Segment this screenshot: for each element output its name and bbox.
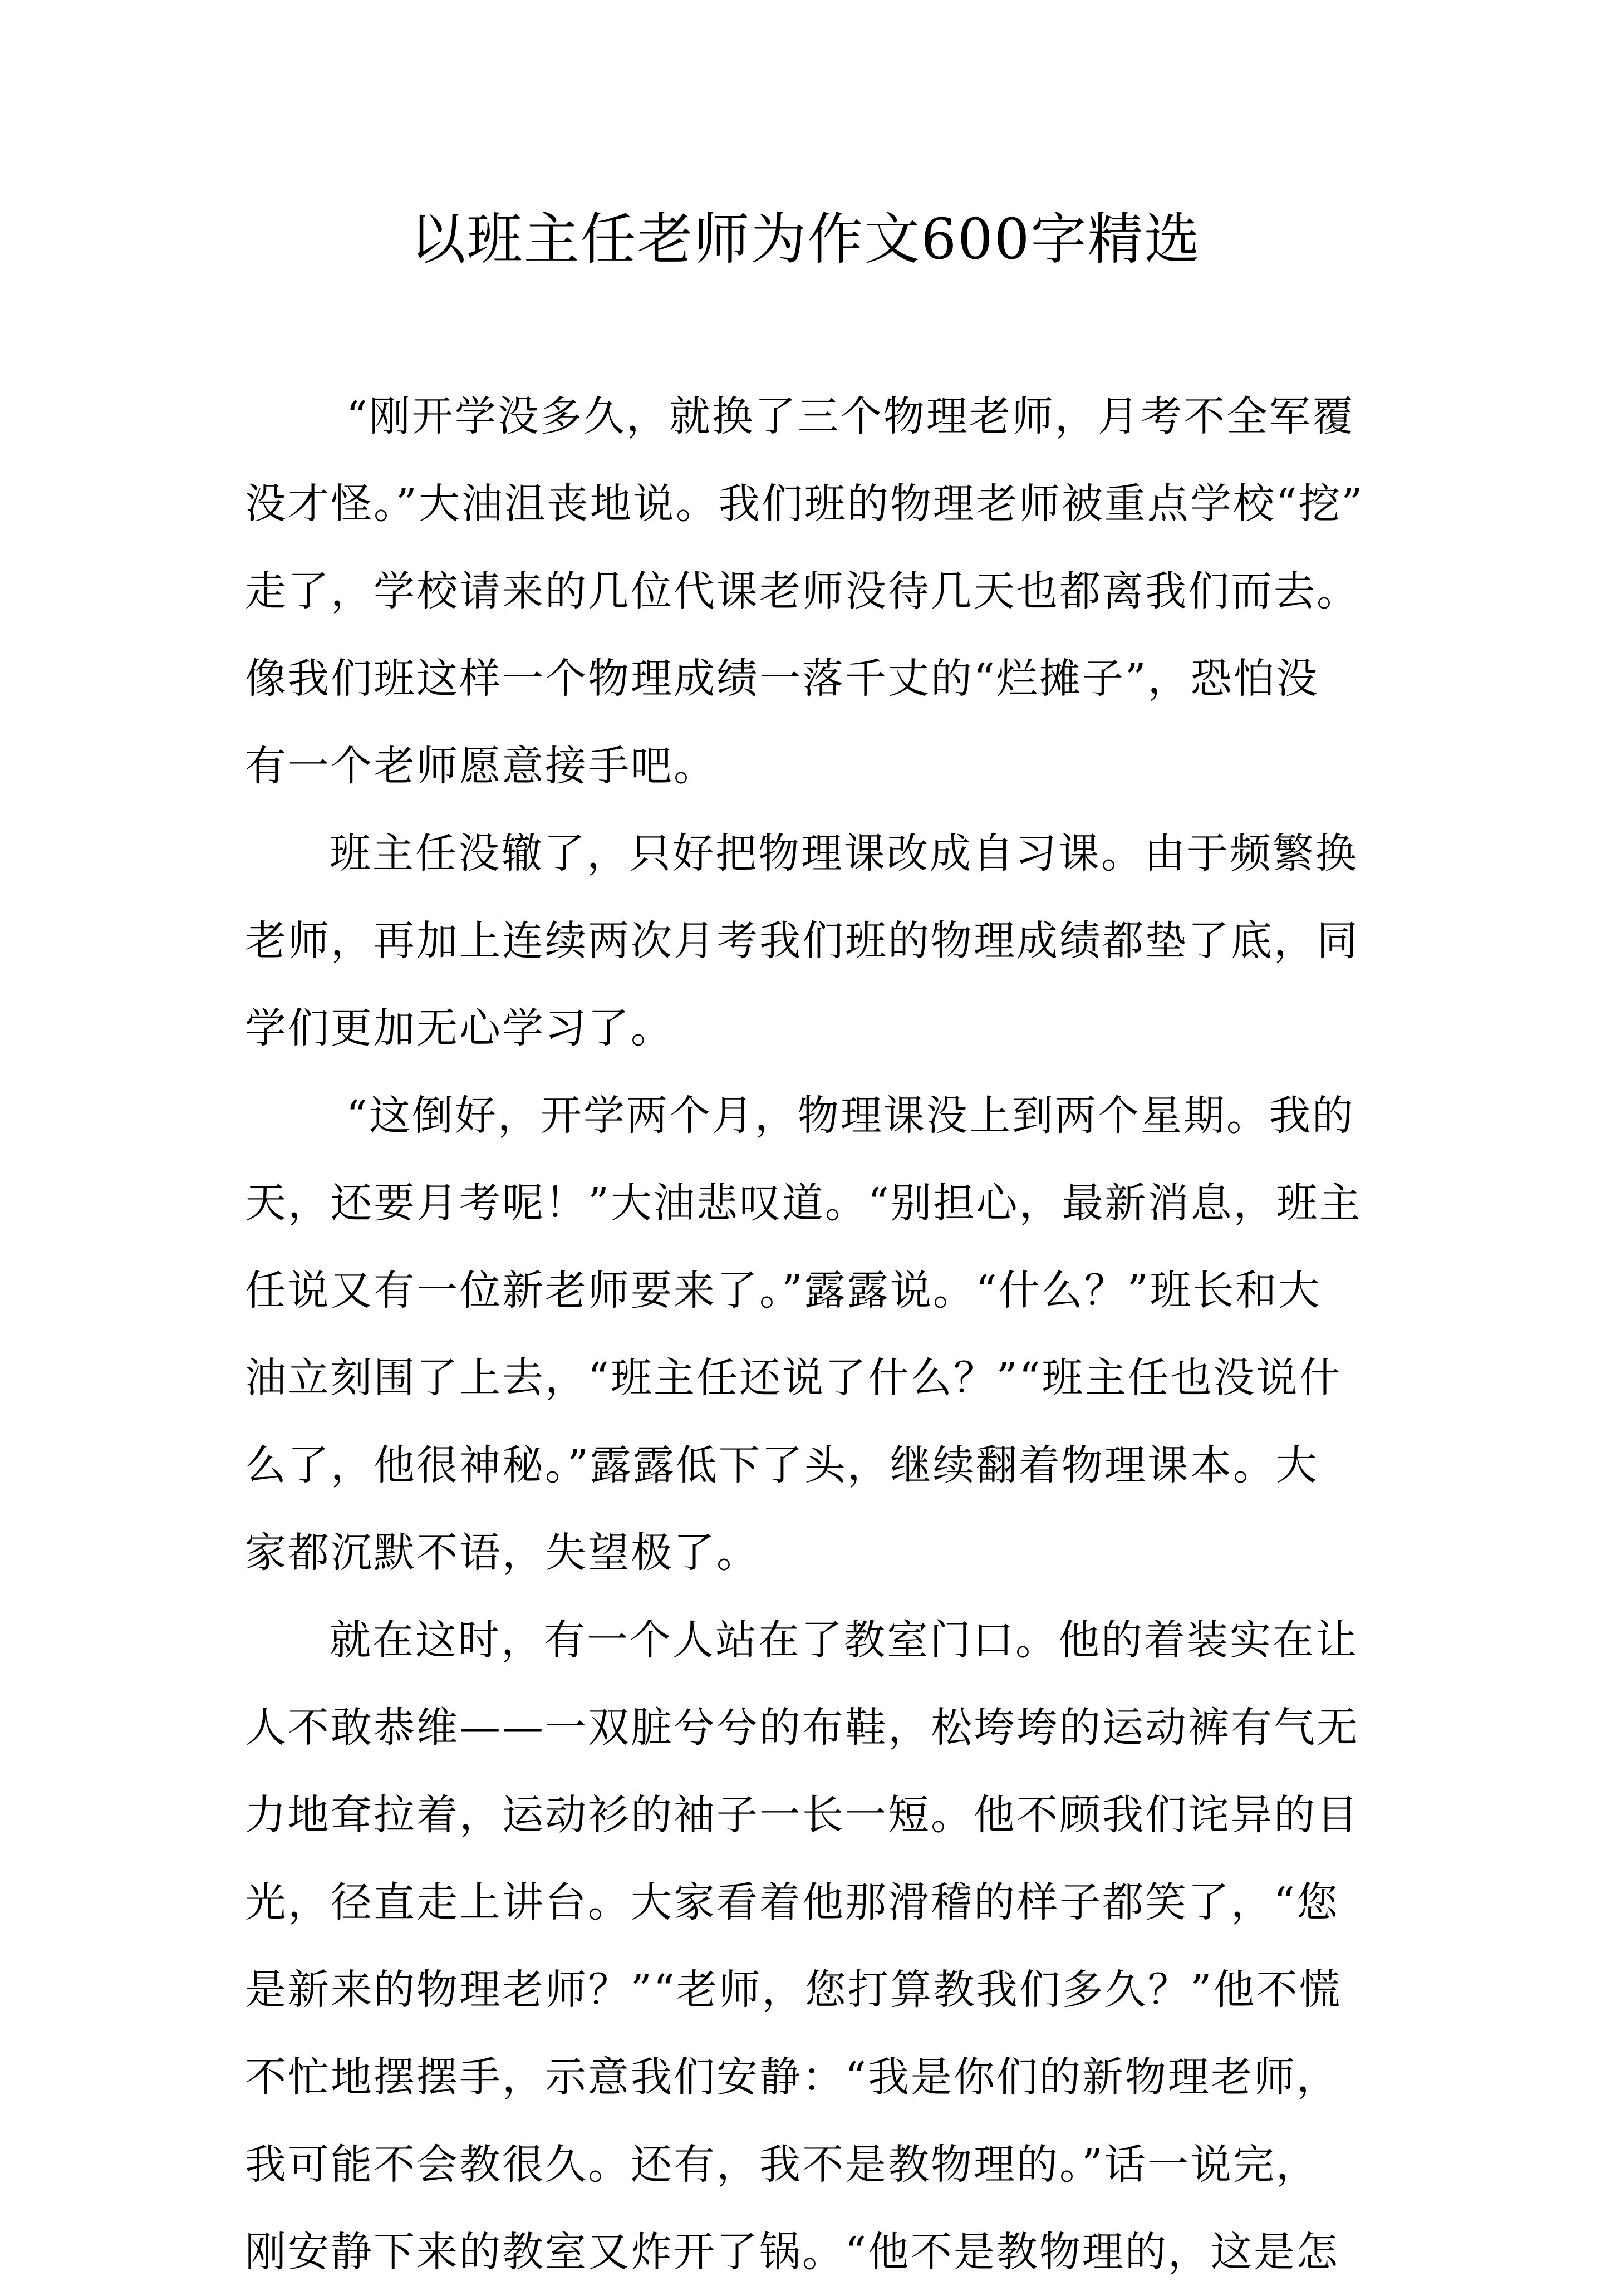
text-line: “这倒好，开学两个月，物理课没上到两个星期。我的 bbox=[346, 1092, 1355, 1140]
text-line: 油立刻围了上去，“班主任还说了什么？”“班主任也没说什 bbox=[245, 1354, 1342, 1402]
text-line: 我可能不会教很久。还有，我不是教物理的。”话一说完， bbox=[245, 2141, 1319, 2189]
text-line: 任说又有一位新老师要来了。”露露说。“什么？”班长和大 bbox=[245, 1267, 1322, 1314]
text-line: 老师，再加上连续两次月考我们班的物理成绩都垫了底，同 bbox=[245, 917, 1359, 965]
paragraph-2 bbox=[245, 810, 1369, 1072]
document-title: 以班主任老师为作文600字精选 bbox=[410, 207, 1201, 272]
text-line: 天，还要月考呢！”大油悲叹道。“别担心，最新消息，班主 bbox=[245, 1179, 1362, 1227]
text-line: 刚安静下来的教室又炸开了锅。“他不是教物理的，这是怎 bbox=[245, 2228, 1339, 2276]
text-line: 走了，学校请来的几位代课老师没待几天也都离我们而去。 bbox=[245, 567, 1359, 615]
paragraph-1 bbox=[245, 373, 1369, 810]
text-line: 人不敢恭维——一双脏兮兮的布鞋，松垮垮的运动裤有气无 bbox=[245, 1704, 1359, 1752]
text-line: 有一个老师愿意接手吧。 bbox=[245, 742, 716, 790]
text-line: 家都沉默不语，失望极了。 bbox=[245, 1529, 759, 1577]
text-line: 不忙地摆摆手，示意我们安静：“我是你们的新物理老师， bbox=[245, 2053, 1339, 2101]
text-line: 就在这时，有一个人站在了教室门口。他的着装实在让 bbox=[330, 1616, 1358, 1664]
text-line: 学们更加无心学习了。 bbox=[245, 1004, 674, 1052]
text-line: 光，径直走上讲台。大家看着他那滑稽的样子都笑了，“您 bbox=[245, 1878, 1339, 1926]
paragraph-4 bbox=[245, 1597, 1369, 2296]
text-line: 像我们班这样一个物理成绩一落千丈的“烂摊子”，恐怕没 bbox=[245, 655, 1319, 703]
document-body bbox=[245, 373, 1369, 2296]
text-line: 没才怪。”大油沮丧地说。我们班的物理老师被重点学校“挖” bbox=[245, 480, 1364, 528]
text-line: 班主任没辙了，只好把物理课改成自习课。由于频繁换 bbox=[330, 830, 1358, 877]
paragraph-3 bbox=[245, 1072, 1369, 1597]
text-line: 是新来的物理老师？”“老师，您打算教我们多久？”他不慌 bbox=[245, 1966, 1342, 2014]
text-line: 么了，他很神秘。”露露低下了头，继续翻着物理课本。大 bbox=[245, 1441, 1319, 1489]
text-line: 力地耷拉着，运动衫的袖子一长一短。他不顾我们诧异的目 bbox=[245, 1791, 1359, 1839]
text-line: “刚开学没多久，就换了三个物理老师，月考不全军覆 bbox=[346, 393, 1355, 440]
